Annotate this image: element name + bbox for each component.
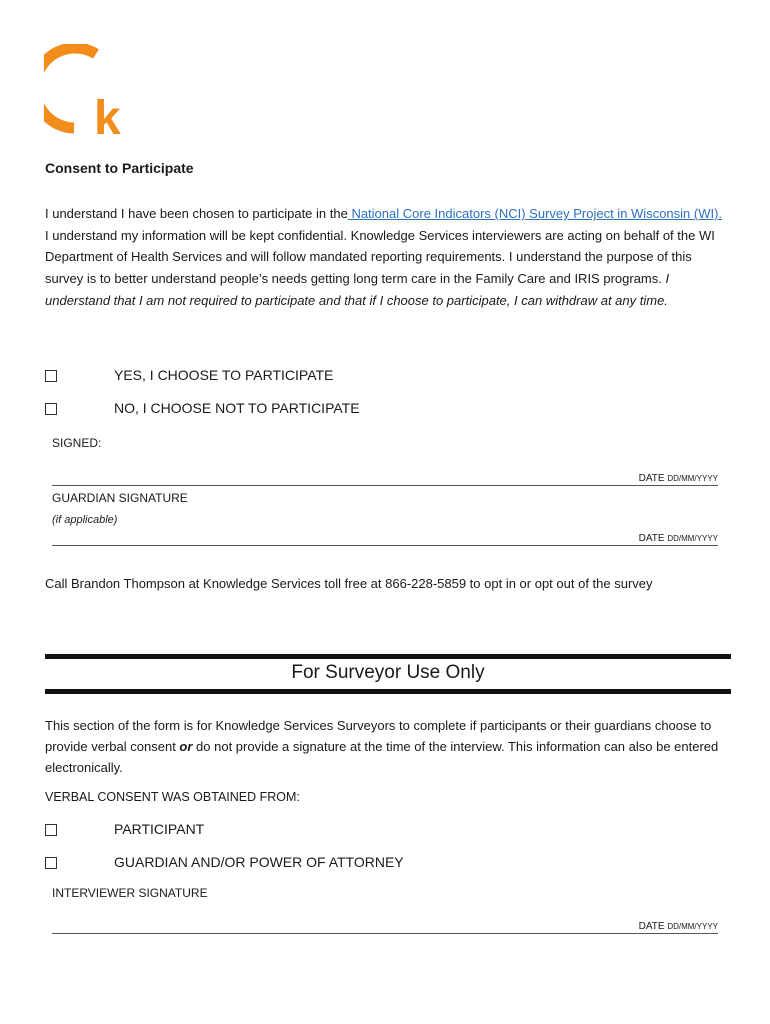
signed-signature-line[interactable] xyxy=(52,485,718,486)
emphasis-or: or xyxy=(179,739,193,754)
interviewer-signature-line[interactable] xyxy=(52,933,718,934)
section-divider-top xyxy=(45,654,731,659)
guardian-checkbox[interactable] xyxy=(45,857,57,872)
consent-title: Consent to Participate xyxy=(45,160,194,176)
surveyor-paragraph: This section of the form is for Knowledge Services Surveyors to complete if participants or their guardians choose to provide verbal consent or do not provide a signature at the time of the interview. This information can also be entered electronically. xyxy=(45,718,719,775)
guardian-note: (if applicable) xyxy=(52,514,118,526)
consent-text-mid: I understand my information will be kept confidential. Knowledge Services interviewers are acting on behalf of the WI Department of Health Services and will follow mandated reporting requirements. I understand the purpose of this survey is to better understand people’s needs getting long term care in the Family Care and IRIS programs. xyxy=(45,227,715,287)
signed-label: SIGNED: xyxy=(52,436,102,450)
section-divider-bottom xyxy=(45,689,731,694)
no-checkbox[interactable] xyxy=(45,403,57,418)
consent-paragraph xyxy=(45,203,725,312)
interviewer-date-label: DATE DD/MM/YYYY xyxy=(638,921,718,932)
interviewer-signature-label: INTERVIEWER SIGNATURE xyxy=(52,886,208,900)
verbal-consent-label: VERBAL CONSENT WAS OBTAINED FROM: xyxy=(45,790,300,804)
company-logo xyxy=(44,44,140,140)
guardian-option-label: GUARDIAN AND/OR POWER OF ATTORNEY xyxy=(114,854,404,870)
participant-option-label: PARTICIPANT xyxy=(114,821,205,837)
guardian-signature-label: GUARDIAN SIGNATURE xyxy=(52,491,188,505)
participant-checkbox[interactable] xyxy=(45,824,57,839)
no-option-label: NO, I CHOOSE NOT TO PARTICIPATE xyxy=(114,400,360,416)
nci-survey-link[interactable]: National Core Indicators (NCI) Survey Project in Wisconsin (WI). xyxy=(347,206,723,221)
consent-text-start: I understand I have been chosen to participate in the xyxy=(45,206,348,221)
contact-text: Call Brandon Thompson at Knowledge Services toll free at 866-228-5859 to opt in or opt out of the survey xyxy=(45,576,653,591)
guardian-signature-line[interactable] xyxy=(52,545,718,546)
consent-text-italic: I understand that I am not required to participate and that if I choose to participate, I can withdraw at any time. xyxy=(45,271,670,308)
logo-letter: k xyxy=(94,92,121,140)
surveyor-section-title: For Surveyor Use Only xyxy=(291,662,485,683)
signed-date-label: DATE DD/MM/YYYY xyxy=(638,473,718,484)
yes-option-label: YES, I CHOOSE TO PARTICIPATE xyxy=(114,367,334,383)
guardian-date-label: DATE DD/MM/YYYY xyxy=(638,533,718,544)
yes-checkbox[interactable] xyxy=(45,370,57,385)
